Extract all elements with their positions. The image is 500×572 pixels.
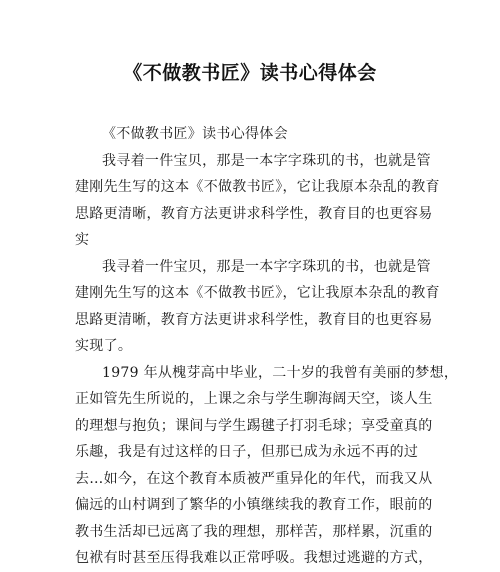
text-line: 教书生活却已远离了我的理想，那样苦，那样累，沉重的: [75, 523, 433, 540]
text-line: 思路更清晰，教育方法更讲求科学性，教育目的也更容易: [75, 205, 433, 222]
text-line: 建刚先生写的这本《不做教书匠》，它让我原本杂乱的教育: [75, 285, 440, 301]
text-line: 正如管先生所说的，上课之余与学生聊海阔天空，谈人生: [75, 391, 433, 407]
text-line: 乐趣，我是有过这样的日子，但那已成为永远不再的过: [75, 444, 419, 460]
text-line: 思路更清晰，教育方法更讲求科学性，教育目的也更容易: [75, 311, 433, 328]
text-line: 《不做教书匠》读书心得体会: [102, 126, 288, 142]
text-line: 1979 年从槐芽高中毕业，二十岁的我曾有美丽的梦想，: [102, 364, 459, 381]
text-line: 我寻着一件宝贝，那是一本字字珠玑的书，也就是管: [102, 152, 431, 169]
text-line: 偏远的山村调到了繁华的小镇继续我的教育工作，眼前的: [75, 497, 433, 513]
text-line: 我寻着一件宝贝，那是一本字字珠玑的书，也就是管: [102, 258, 431, 275]
text-line: 去…如今，在这个教育本质被严重异化的年代，而我又从: [75, 470, 433, 487]
text-line: 的理想与抱负；课间与学生踢毽子打羽毛球；享受童真的: [75, 417, 433, 434]
text-line: 实现了。: [75, 338, 133, 354]
text-line: 包袱有时甚至压得我难以正常呼吸。我想过逃避的方式，: [75, 550, 433, 566]
document-body: [75, 121, 459, 572]
text-line: 建刚先生写的这本《不做教书匠》，它让我原本杂乱的教育: [75, 179, 440, 195]
document-title: 《不做教书匠》读书心得体会: [123, 62, 377, 84]
text-line: 实: [75, 232, 90, 248]
